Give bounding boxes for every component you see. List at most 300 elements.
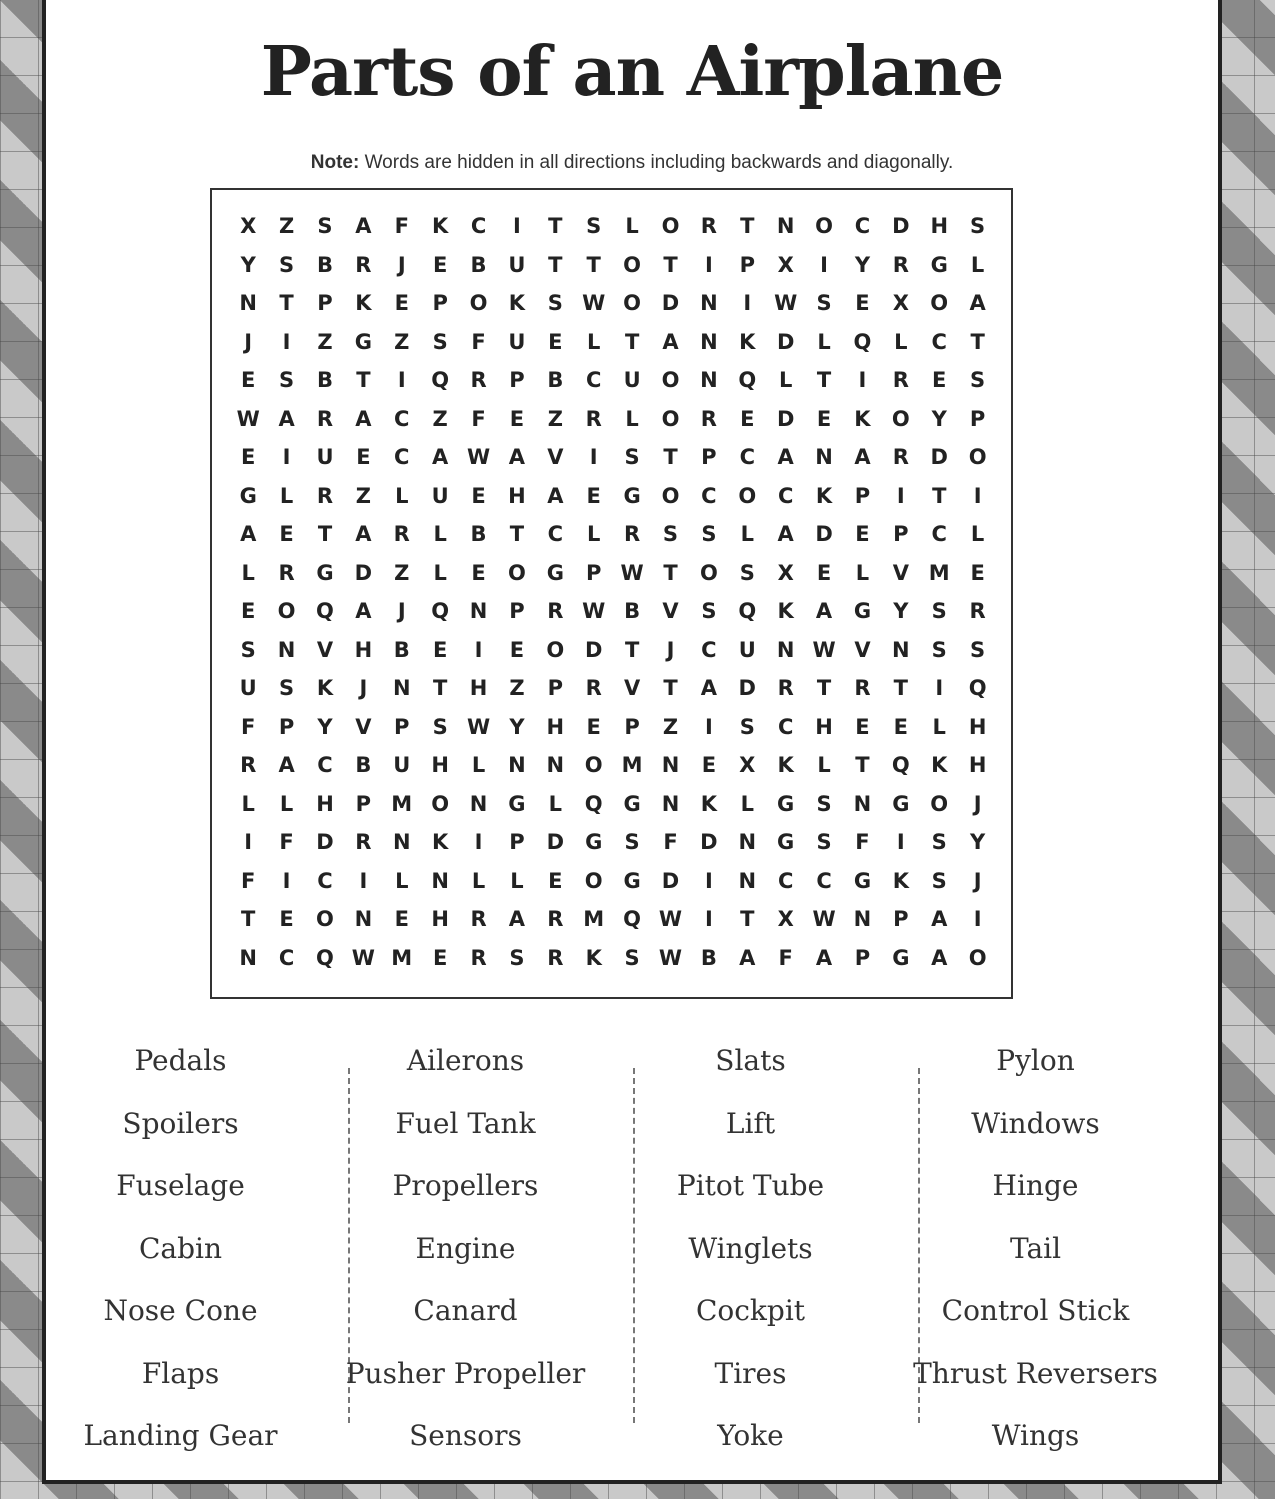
grid-letter: I — [282, 445, 291, 470]
grid-letter: T — [663, 560, 678, 585]
grid-letter: E — [740, 406, 755, 431]
grid-letter: Q — [316, 945, 334, 970]
grid-letter: T — [509, 522, 525, 547]
word-list-item: Tires — [714, 1356, 787, 1390]
grid-letter: K — [931, 753, 948, 778]
grid-letter: P — [355, 791, 372, 816]
grid-letter: C — [317, 868, 333, 893]
grid-letter: I — [858, 368, 867, 393]
grid-letter: F — [778, 945, 793, 970]
grid-letter: P — [701, 445, 717, 470]
grid-letter: W — [812, 907, 836, 932]
grid-letter: V — [316, 637, 334, 662]
grid-letter: A — [278, 406, 295, 431]
grid-letter: E — [970, 560, 985, 585]
grid-letter: H — [354, 637, 373, 662]
grid-letter: S — [816, 830, 832, 855]
word-search-grid-box — [210, 188, 1013, 999]
grid-letter: F — [241, 868, 256, 893]
grid-letter: B — [316, 368, 333, 393]
grid-letter: H — [431, 753, 449, 778]
grid-letter: N — [469, 791, 488, 816]
word-list-item: Pylon — [996, 1044, 1075, 1077]
grid-letter: N — [853, 907, 872, 932]
grid-letter: S — [279, 368, 295, 393]
grid-letter: W — [236, 406, 260, 431]
grid-letter: S — [547, 291, 563, 316]
grid-letter: R — [700, 214, 717, 239]
grid-letter: E — [432, 945, 448, 970]
grid-letter: E — [509, 637, 525, 662]
grid-letter: C — [777, 868, 794, 893]
grid-letter: O — [661, 483, 680, 508]
word-list-item: Winglets — [688, 1231, 813, 1265]
grid-letter: Q — [431, 368, 450, 393]
grid-letter: R — [393, 522, 410, 547]
grid-letter: X — [240, 214, 257, 239]
grid-letter: S — [970, 368, 986, 393]
grid-letter: O — [891, 406, 910, 431]
grid-letter: O — [508, 560, 526, 585]
word-list-item: Sensors — [409, 1419, 522, 1452]
grid-letter: C — [739, 445, 755, 470]
word-list-item: Fuselage — [116, 1169, 245, 1202]
grid-letter: I — [704, 907, 713, 932]
grid-letter: B — [470, 252, 487, 277]
grid-letter: N — [738, 830, 757, 855]
grid-letter: L — [433, 522, 447, 547]
grid-letter: N — [853, 791, 872, 816]
grid-letter: O — [930, 291, 949, 316]
grid-letter: R — [624, 522, 641, 547]
grid-letter: O — [316, 907, 334, 932]
grid-letter: I — [397, 368, 406, 393]
grid-letter: D — [776, 329, 795, 354]
grid-letter: C — [777, 483, 794, 508]
grid-letter: A — [355, 599, 372, 624]
grid-letter: L — [241, 791, 255, 816]
grid-letter: Y — [931, 406, 947, 431]
grid-letter: I — [359, 868, 368, 893]
grid-letter: T — [855, 753, 870, 778]
grid-letter: O — [584, 868, 603, 893]
grid-letter: L — [894, 329, 908, 354]
grid-letter: E — [548, 868, 563, 893]
grid-letter: Y — [893, 599, 909, 624]
grid-letter: U — [508, 329, 526, 354]
grid-letter: I — [935, 676, 944, 701]
grid-letter: J — [666, 637, 675, 662]
word-list-item: Wings — [991, 1419, 1080, 1452]
grid-letter: O — [930, 791, 949, 816]
note-text: Words are hidden in all directions including backwards and diagonally. — [359, 152, 954, 173]
grid-letter: R — [969, 599, 986, 624]
grid-letter: B — [700, 945, 717, 970]
grid-letter: O — [469, 291, 488, 316]
grid-letter: L — [395, 868, 409, 893]
grid-letter: S — [624, 945, 640, 970]
grid-letter: H — [546, 714, 565, 739]
grid-letter: D — [584, 637, 603, 662]
grid-letter: T — [548, 214, 563, 239]
grid-letter: L — [778, 368, 793, 393]
grid-letter: L — [395, 483, 409, 508]
grid-letter: P — [854, 945, 871, 970]
grid-letter: V — [355, 714, 372, 739]
grid-letter: B — [470, 522, 487, 547]
page-title: Parts of an Airplane — [260, 32, 1004, 112]
grid-letter: P — [547, 676, 564, 701]
grid-letter: P — [509, 368, 525, 393]
grid-letter: W — [658, 907, 683, 932]
grid-letter: H — [431, 907, 449, 932]
grid-letter: O — [815, 214, 833, 239]
grid-letter: L — [855, 560, 870, 585]
grid-letter: L — [740, 791, 754, 816]
grid-letter: L — [433, 560, 447, 585]
grid-letter: P — [432, 291, 448, 316]
grid-letter: W — [620, 560, 644, 585]
grid-letter: S — [624, 830, 640, 855]
grid-letter: R — [892, 445, 909, 470]
grid-letter: U — [623, 368, 641, 393]
grid-letter: L — [587, 329, 601, 354]
grid-letter: Y — [317, 714, 333, 739]
grid-letter: R — [585, 676, 602, 701]
word-list-item: Engine — [415, 1231, 516, 1265]
word-list — [38, 1030, 1178, 1470]
grid-letter: O — [661, 214, 680, 239]
word-list-item: Slats — [715, 1044, 786, 1077]
grid-letter: Z — [547, 406, 563, 431]
grid-letter: O — [699, 560, 718, 585]
grid-letter: M — [391, 791, 413, 816]
grid-letter: M — [928, 560, 950, 585]
grid-letter: G — [354, 329, 372, 354]
grid-letter: P — [278, 714, 295, 739]
grid-letter: G — [853, 868, 872, 893]
grid-letter: U — [738, 637, 756, 662]
grid-letter: G — [892, 945, 910, 970]
grid-letter: S — [931, 637, 947, 662]
grid-letter: T — [241, 907, 256, 932]
grid-letter: T — [893, 676, 908, 701]
grid-letter: Z — [509, 676, 525, 701]
grid-letter: M — [583, 907, 605, 932]
grid-letter: E — [471, 560, 486, 585]
grid-letter: E — [586, 483, 601, 508]
grid-letter: S — [931, 868, 947, 893]
grid-letter: E — [241, 599, 256, 624]
grid-letter: R — [547, 945, 564, 970]
grid-letter: A — [240, 522, 257, 547]
grid-letter: L — [587, 522, 601, 547]
grid-letter: E — [932, 368, 947, 393]
word-list-item: Thrust Reversers — [913, 1356, 1158, 1390]
grid-letter: V — [547, 445, 564, 470]
grid-letter: R — [547, 907, 564, 932]
grid-letter: U — [239, 676, 257, 701]
grid-letter: J — [397, 252, 406, 277]
grid-letter: D — [892, 214, 910, 239]
grid-letter: A — [662, 329, 679, 354]
grid-letter: S — [240, 637, 256, 662]
grid-letter: P — [969, 406, 986, 431]
grid-letter: N — [277, 637, 296, 662]
grid-letter: C — [701, 483, 717, 508]
grid-letter: Z — [432, 406, 448, 431]
grid-letter: Q — [316, 599, 334, 624]
grid-letter: S — [739, 714, 755, 739]
grid-letter: I — [896, 830, 905, 855]
grid-letter: Y — [854, 252, 871, 277]
grid-letter: N — [661, 791, 680, 816]
word-list-item: Lift — [725, 1106, 776, 1140]
grid-letter: N — [776, 637, 795, 662]
grid-letter: F — [663, 830, 678, 855]
grid-letter: D — [815, 522, 833, 547]
word-column-2 — [323, 1030, 608, 1468]
grid-letter: O — [623, 252, 642, 277]
grid-letter: L — [817, 753, 831, 778]
grid-letter: W — [658, 945, 683, 970]
grid-letter: E — [394, 907, 409, 932]
grid-letter: G — [239, 483, 257, 508]
grid-letter: E — [893, 714, 909, 739]
grid-letter: O — [431, 791, 450, 816]
grid-letter: Q — [853, 329, 872, 354]
word-list-item: Propellers — [392, 1169, 539, 1202]
word-list-item: Pedals — [134, 1044, 227, 1077]
grid-letter: A — [355, 522, 372, 547]
grid-letter: O — [546, 637, 565, 662]
grid-letter: G — [930, 252, 948, 277]
grid-letter: R — [470, 907, 487, 932]
grid-letter: F — [394, 214, 409, 239]
grid-letter: Q — [738, 599, 757, 624]
grid-letter: T — [356, 368, 371, 393]
grid-letter: F — [855, 830, 870, 855]
grid-letter: D — [316, 830, 334, 855]
grid-letter: O — [968, 945, 987, 970]
word-list-item: Landing Gear — [83, 1419, 278, 1452]
grid-letter: N — [661, 753, 680, 778]
grid-letter: S — [432, 714, 448, 739]
grid-letter: T — [816, 676, 832, 701]
grid-letter: S — [586, 214, 602, 239]
grid-letter: T — [624, 329, 640, 354]
word-list-item: Control Stick — [941, 1294, 1130, 1327]
grid-letter: C — [470, 214, 487, 239]
grid-letter: H — [469, 676, 488, 701]
grid-letter: A — [815, 945, 833, 970]
grid-letter: U — [316, 445, 334, 470]
grid-letter: V — [623, 676, 641, 701]
grid-letter: H — [316, 791, 334, 816]
grid-letter: D — [661, 291, 680, 316]
grid-letter: P — [509, 599, 525, 624]
grid-letter: A — [432, 445, 449, 470]
grid-letter: N — [738, 868, 757, 893]
grid-letter: S — [509, 945, 525, 970]
grid-letter: T — [548, 252, 563, 277]
grid-letter: G — [508, 791, 526, 816]
grid-letter: E — [855, 522, 870, 547]
grid-letter: R — [470, 368, 487, 393]
grid-letter: F — [471, 329, 486, 354]
grid-letter: C — [931, 329, 947, 354]
grid-letter: T — [970, 329, 985, 354]
grid-letter: E — [279, 907, 294, 932]
grid-letter: S — [701, 599, 717, 624]
grid-letter: Q — [738, 368, 757, 393]
grid-letter: T — [624, 637, 640, 662]
grid-letter: E — [432, 637, 448, 662]
word-column-4 — [893, 1030, 1178, 1468]
grid-letter: J — [973, 791, 982, 816]
grid-letter: S — [931, 830, 947, 855]
grid-letter: N — [546, 753, 565, 778]
grid-letter: G — [623, 483, 641, 508]
grid-letter: C — [394, 445, 410, 470]
grid-letter: S — [662, 522, 679, 547]
grid-letter: C — [816, 868, 832, 893]
grid-letter: W — [582, 291, 606, 316]
grid-letter: E — [816, 560, 832, 585]
grid-letter: U — [508, 252, 526, 277]
grid-letter: D — [738, 676, 756, 701]
grid-letter: H — [815, 714, 833, 739]
grid-letter: E — [356, 445, 371, 470]
grid-letter: X — [739, 753, 756, 778]
grid-letter: N — [700, 291, 718, 316]
grid-letter: A — [508, 445, 526, 470]
grid-letter: L — [625, 214, 639, 239]
grid-letter: O — [661, 368, 680, 393]
grid-letter: C — [547, 522, 564, 547]
grid-letter: B — [624, 599, 641, 624]
grid-letter: I — [704, 252, 713, 277]
grid-letter: E — [432, 252, 448, 277]
word-column-1 — [38, 1030, 323, 1468]
grid-letter: B — [316, 252, 333, 277]
grid-letter: I — [589, 445, 598, 470]
grid-letter: S — [701, 522, 717, 547]
grid-letter: L — [471, 868, 486, 893]
word-list-item: Hinge — [992, 1169, 1079, 1202]
grid-letter: Y — [240, 252, 256, 277]
grid-letter: D — [700, 830, 718, 855]
grid-letter: P — [854, 483, 871, 508]
grid-letter: L — [740, 522, 754, 547]
grid-letter: Z — [662, 714, 679, 739]
grid-letter: R — [700, 406, 717, 431]
grid-letter: K — [432, 830, 449, 855]
grid-letter: K — [585, 945, 602, 970]
grid-letter: E — [586, 714, 601, 739]
grid-letter: G — [853, 599, 872, 624]
word-list-item: Yoke — [717, 1419, 784, 1452]
grid-letter: T — [279, 291, 294, 316]
grid-letter: E — [855, 291, 870, 316]
grid-letter: I — [973, 483, 982, 508]
grid-letter: P — [893, 522, 909, 547]
grid-letter: O — [661, 406, 680, 431]
grid-letter: R — [854, 676, 871, 701]
grid-letter: I — [282, 868, 291, 893]
grid-letter: I — [743, 291, 752, 316]
grid-letter: K — [355, 291, 372, 316]
grid-letter: B — [355, 753, 372, 778]
grid-letter: A — [777, 522, 794, 547]
grid-letter: B — [393, 637, 410, 662]
grid-letter: L — [817, 329, 831, 354]
word-list-item: Cockpit — [695, 1294, 806, 1327]
grid-letter: I — [474, 830, 483, 855]
grid-letter: X — [777, 252, 794, 277]
grid-letter: A — [739, 945, 756, 970]
grid-letter: Q — [891, 753, 910, 778]
grid-letter: G — [777, 830, 795, 855]
grid-letter: T — [317, 522, 333, 547]
word-list-item: Canard — [413, 1294, 518, 1327]
grid-letter: N — [392, 676, 411, 701]
grid-letter: W — [582, 599, 606, 624]
grid-letter: K — [815, 483, 833, 508]
grid-letter: A — [854, 445, 871, 470]
grid-letter: K — [700, 791, 718, 816]
grid-letter: L — [510, 868, 524, 893]
grid-letter: S — [624, 445, 640, 470]
grid-letter: R — [355, 252, 372, 277]
grid-letter: M — [391, 945, 413, 970]
grid-letter: R — [892, 252, 909, 277]
grid-letter: J — [244, 329, 253, 354]
grid-letter: I — [474, 637, 483, 662]
grid-letter: N — [815, 445, 833, 470]
grid-letter: C — [394, 406, 410, 431]
grid-letter: A — [355, 406, 372, 431]
grid-letter: X — [777, 560, 794, 585]
grid-letter: W — [351, 945, 375, 970]
grid-letter: E — [394, 291, 409, 316]
grid-letter: L — [279, 791, 294, 816]
grid-letter: F — [471, 406, 486, 431]
grid-letter: E — [701, 753, 717, 778]
grid-letter: Z — [394, 560, 410, 585]
grid-letter: T — [740, 214, 755, 239]
grid-letter: A — [931, 907, 948, 932]
grid-letter: S — [816, 291, 832, 316]
grid-letter: S — [816, 791, 832, 816]
grid-letter: E — [816, 406, 832, 431]
grid-letter: Z — [355, 483, 371, 508]
grid-letter: G — [892, 791, 910, 816]
grid-letter: I — [704, 868, 713, 893]
grid-letter: K — [777, 599, 794, 624]
grid-letter: N — [776, 214, 795, 239]
grid-letter: I — [820, 252, 828, 277]
grid-letter: K — [777, 753, 794, 778]
grid-letter: A — [931, 945, 948, 970]
grid-letter: R — [355, 830, 372, 855]
grid-letter: R — [316, 406, 334, 431]
grid-letter: Q — [584, 791, 603, 816]
grid-letter: R — [547, 599, 564, 624]
grid-letter: F — [279, 830, 294, 855]
grid-letter: T — [663, 676, 678, 701]
grid-letter: Q — [968, 676, 987, 701]
